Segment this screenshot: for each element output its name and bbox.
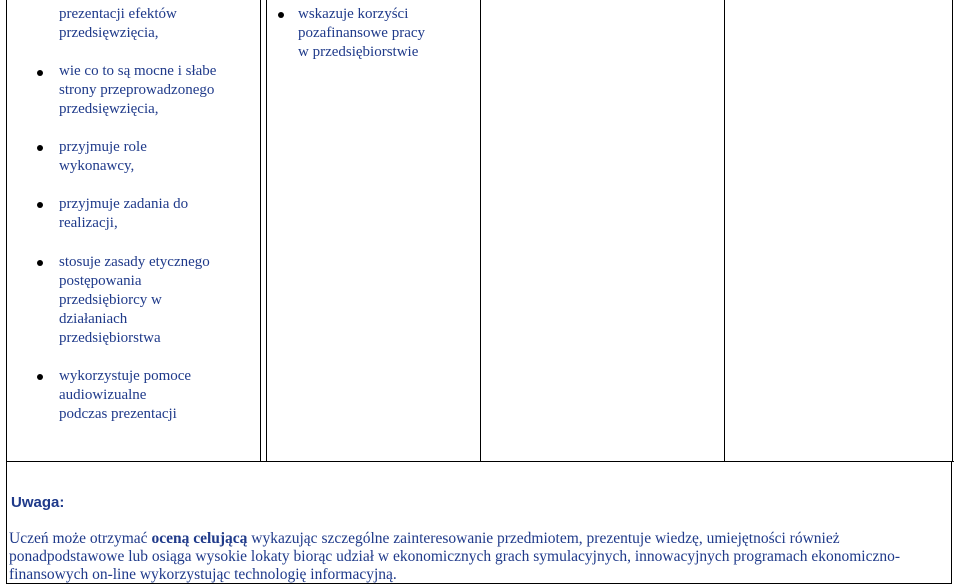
table-divider — [260, 0, 261, 462]
list-item-text: wskazuje korzyści pozafinansowe pracy w przedsiębiorstwie — [298, 6, 426, 60]
bullet-icon — [37, 202, 43, 208]
criteria-table — [6, 0, 954, 462]
note-text-end: wykazując szczególne zainteresowanie przedmiotem, prezentuje wiedzę, umiejętności również ponadpodstawowe lub osiąga wysokie lokaty biorąc udział w ekonomicznych grach symulacyjnych, innowacyjnych programach ekonomiczno-finansowych on-line wykorzystując technologię informacyjną. — [9, 530, 900, 583]
list-item — [59, 138, 147, 176]
list-item-text: wie co to są mocne i słabe strony przeprowadzonego przedsięwzięcia, — [59, 63, 217, 117]
list-item-text: przyjmuje role wykonawcy, — [59, 139, 147, 174]
list-item-text: stosuje zasady etycznego postępowania przedsiębiorcy w działaniach przedsiębiorstwa — [59, 254, 210, 346]
table-divider — [480, 0, 481, 462]
list-item — [59, 62, 216, 119]
list-item-text: przyjmuje zadania do realizacji, — [59, 196, 189, 231]
list-item — [298, 5, 425, 62]
list-item — [59, 5, 177, 43]
list-item-text: prezentacji efektów przedsięwzięcia, — [59, 6, 177, 41]
table-border-left — [6, 0, 7, 462]
list-item — [59, 253, 210, 348]
note-text-start: Uczeń może otrzymać — [9, 530, 152, 547]
table-divider — [266, 0, 267, 462]
bullet-icon — [278, 12, 284, 18]
bullet-icon — [37, 70, 43, 76]
list-item — [59, 367, 191, 424]
bullet-icon — [37, 374, 43, 380]
note-title: Uwaga: — [11, 494, 65, 511]
note-text-bold: oceną celującą — [151, 530, 248, 547]
list-item-text: wykorzystuje pomoce audiowizualne podczas prezentacji — [59, 368, 192, 422]
bullet-icon — [37, 145, 43, 151]
table-border-right — [952, 0, 953, 462]
note-text — [9, 530, 949, 584]
list-item — [59, 195, 188, 233]
bullet-icon — [37, 260, 43, 266]
table-divider — [724, 0, 725, 462]
